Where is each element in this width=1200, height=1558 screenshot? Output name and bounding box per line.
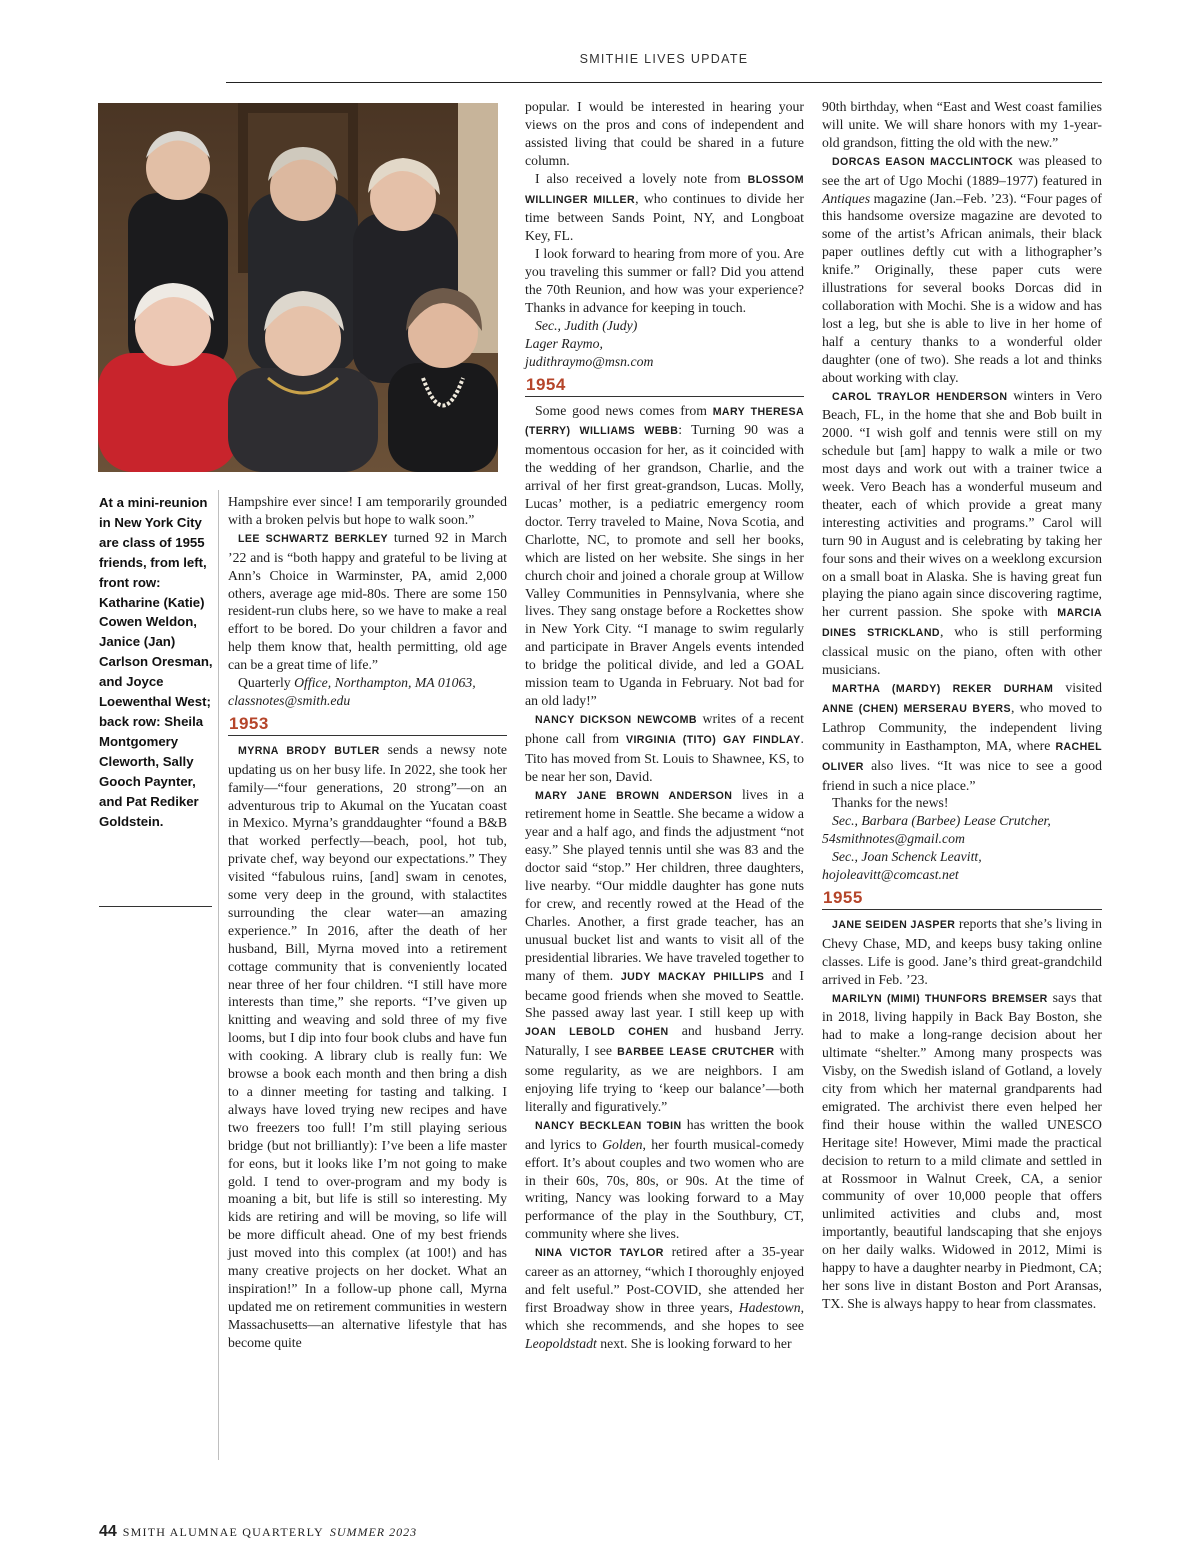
class-note: [822, 989, 1102, 1313]
paragraph: [525, 98, 804, 170]
text: visited: [1053, 680, 1102, 695]
secretary-signature: Sec., Joan Schenck Leavitt,: [832, 849, 982, 865]
text: lives in a retirement home in Seattle. She became a widow a year and a half ago, and finds the adjustment “not easy.” She played tennis until she was 83 and the doctor said “stop.” Her children, three daughters, live nearby. “Our middle daughter has gone nuts for crew, and recently rowed at the Head of the Charles. Another, a first grade teacher, has an unusual bucket list and wants to visit all of the presidential libraries. We have traveled together to many of them.: [525, 786, 804, 983]
class-note: [525, 786, 804, 1116]
secretary-email: 54smithnotes@gmail.com: [822, 831, 965, 847]
text: was pleased to see the art of Ugo Mochi (1889–1977) featured in: [822, 152, 1102, 188]
column-2: [525, 98, 804, 1353]
class-note: [822, 915, 1102, 989]
publication-name: SMITH ALUMNAE QUARTERLY: [122, 1525, 324, 1539]
text: and I became good friends when she moved to Seattle. She passed away last year. I still keep up with: [525, 967, 804, 1021]
column-1: [228, 493, 507, 1352]
text: : Turning 90 was a momentous occasion for her, as it coincided with the wedding of her grandson, Charlie, and the arrival of her first great-grandson, Lucas. Molly, Lucas’ mother, is a pediatric emergency room doctor. Terry traveled to Maine, Nova Scotia, and Charlotte, NC, to promote and sell her books, which are listed on her website. She sings in her church choir and joined a chorale group at Willow Valley Communities in Pennsylvania, where she lives. They sang onstage before a Rockettes show in New York City. “I manage to swim regularly and participate in Braver Angels events intended to bridge the political divide, and led a GOAL mission team to Uganda in February. Not bad for an old lady!”: [525, 422, 804, 708]
text: Hampshire ever since! I am temporarily grounded with a broken pelvis but hope to walk soon.”: [228, 494, 507, 527]
text: , her fourth musical-comedy effort. It’s about couples and two women who are in their 60s, 70s, 80s, or 90s. At the time of writing, Nancy was looking forward to a May performance of the play in the Southbury, CT, community where she lives.: [525, 1136, 804, 1242]
classmate-name: BARBEE LEASE CRUTCHER: [617, 1046, 775, 1059]
text: Thanks for the news!: [832, 795, 949, 811]
secretary-email: hojoleavitt@comcast.net: [822, 867, 959, 883]
text: , who is still performing classical music on the piano, often with other musicians.: [822, 624, 1102, 678]
caption-rule: [99, 906, 212, 907]
classmate-name: JUDY MACKAY PHILLIPS: [620, 970, 765, 983]
text: , which she recommends, and she hopes to see: [525, 1299, 804, 1333]
class-note: [525, 1116, 804, 1243]
class-note: [525, 710, 804, 786]
class-note: [228, 529, 507, 674]
class-note: [822, 387, 1102, 680]
title-text: Antiques: [822, 190, 871, 206]
classmate-name: MARTHA (MARDY) REKER DURHAM: [832, 683, 1054, 695]
secretary-signature: Sec., Judith (Judy): [535, 317, 638, 333]
classmate-name: JOAN LEBOLD COHEN: [525, 1026, 669, 1039]
classmate-name: CAROL TRAYLOR HENDERSON: [832, 390, 1008, 403]
classmate-name: BLOSSOM WILLINGER MILLER: [525, 173, 804, 206]
classmate-name: MARILYN (MIMI) THUNFORS BREMSER: [832, 992, 1048, 1005]
classmate-name: MARY THERESA (TERRY) WILLIAMS WEBB: [525, 405, 804, 438]
photo-caption: At a mini-reunion in New York City are class of 1955 friends, from left, front row: Katharine (Katie) Cowen Weldon, Janice (Jan) Carlson Oresman, and Joyce Loewenthal West; back row: Sheila Montgomery Cleworth, Sally Gooch Paynter, and Pat Rediker Goldstein.: [99, 495, 213, 829]
page-number: 44: [99, 1523, 117, 1540]
text: retired after a 35-year career as an attorney, “which I thoroughly enjoyed and felt useful.” Post-COVID, she attended her first Broadway show in three years,: [525, 1244, 804, 1315]
classmate-name: NANCY DICKSON NEWCOMB: [535, 713, 697, 726]
text: Some good news comes from: [535, 402, 713, 418]
class-year-heading: 1955: [822, 884, 1102, 910]
classmate-name: RACHEL OLIVER: [822, 740, 1102, 773]
text: magazine (Jan.–Feb. ’23). “Four pages of this handsome oversize magazine are devoted to some of the artist’s African animals, their black paper outlines deftly cut with a lithographer’s knife.” Originally, these paper cuts were illustrations for several books Dorcas did in collaboration with Mochi. She is a widow and has lost a leg, but she is able to live in her home of half a century thanks to a wonderful older daughter (one of two). She reads a lot and thinks about working with clay.: [822, 190, 1102, 385]
column-divider: [218, 490, 219, 1460]
text: , who continues to divide her time between Sands Point, NY, and Longboat Key, FL.: [525, 190, 804, 244]
text: sends a newsy note updating us on her busy life. In 2022, she took her family—“four generations, 20 strong”—on an adventurous trip to Akumal on the Yucatan coast in Mexico. Myrna’s granddaughter “found a B&B that worked perfectly—beach, pool, hot tub, private chef, way beyond our expectations.” They visited “fabulous ruins, [and] swam in cenotes, some very deep in the ground, with stalactites surrounding the clear water—an amazing experience.” In 2016, after the death of her husband, Bill, Myrna moved into a retirement cottage community that is conveniently located near three of her four children. “I still have more interests than time,” she reports. “I’ve given up knitting and weaving and sold three of my five looms, but I dip into four book clubs and have fun with cooking. A library club is really fun: We browse a book each month and then bring a dish to a dinner meeting for tasting and talking. I always have loved trying new recipes and have two freezers too full! I’m still playing serious bridge (but not brilliantly): I’ve been a life master for eons, but it looks like I’m not going to make gold. I tend to over-program and my body is moaning a bit, but life is still so interesting. My kids are retiring and will be moving, so life will be more difficult ahead. One of my best friends just moved into this complex (at 100!) and has many creative projects on her docket. What an inspiration!” In a follow-up phone call, Myrna updated me on retirement communities in western Massachusetts—an alternative lifestyle that has become quite: [228, 741, 508, 1350]
paragraph: [822, 98, 1102, 152]
classmate-name: MARCIA DINES STRICKLAND: [822, 607, 1102, 640]
text: winters in Vero Beach, FL, in the home that she and Bob built in 2000. “I wish golf and tennis were still on my schedule but [am] happy to walk a mile or two most days and work out with a trainer twice a week. Vero Beach has a wonderful museum and theater, each of which provide a great many interesting activities and programs.” Carol will turn 90 in August and is celebrating by taking her four sons and their wives on a weeklong excursion on a small boat in Alaska. She is having great fun playing the piano again since discovering ragtime, her current passion. She spoke with: [822, 387, 1102, 620]
text: Office, Northampton, MA 01063, classnotes@smith.edu: [228, 675, 476, 708]
secretary-signature: Sec., Barbara (Barbee) Lease Crutcher,: [832, 813, 1051, 829]
text: , who moved to Lathrop Community, the independent living community in Easthampton, MA, where: [822, 699, 1102, 753]
page-footer: [99, 1523, 417, 1541]
text: I also received a lovely note from: [535, 170, 748, 186]
class-note: [822, 679, 1102, 794]
classmate-name: MYRNA BRODY BUTLER: [238, 744, 380, 757]
running-head: SMITHIE LIVES UPDATE: [579, 52, 749, 66]
text: with some regularity, as we are neighbors. I am enjoying life trying to ‘keep our balance’—both literally and figuratively.”: [525, 1043, 804, 1114]
classmate-name: NANCY BECKLEAN TOBIN: [535, 1119, 682, 1132]
text: popular. I would be interested in hearing your views on the pros and cons of independent and assisted living that could be shared in a future column.: [525, 99, 804, 168]
secretary-signature: [228, 674, 507, 710]
classmate-name: NINA VICTOR TAYLOR: [535, 1247, 664, 1260]
text: 90th birthday, when “East and West coast families will unite. We will share honors with my 1-year-old grandson, fitting the old with the new.”: [822, 99, 1102, 150]
classmate-name: MARY JANE BROWN ANDERSON: [535, 789, 733, 802]
text: also lives. “It was nice to see a good friend in such a nice place.”: [822, 757, 1102, 793]
paragraph: [228, 493, 507, 529]
classmate-name: VIRGINIA (TITO) GAY FINDLAY: [626, 733, 801, 746]
title-text: Golden: [602, 1136, 643, 1152]
issue-name: SUMMER 2023: [329, 1525, 418, 1539]
classmate-name: ANNE (CHEN) MERSERAU BYERS: [822, 702, 1011, 715]
class-note: [228, 741, 507, 1352]
class-year-heading: 1954: [525, 371, 804, 397]
secretary-signature: Lager Raymo,: [525, 335, 603, 351]
classmate-name: JANE SEIDEN JASPER: [832, 918, 956, 931]
text: reports that she’s living in Chevy Chase, MD, and keeps busy taking online classes. Life is good. Jane’s third great-grandchild arrived in Feb. ’23.: [822, 915, 1102, 987]
reunion-photo-illustration: [98, 103, 498, 472]
text: writes of a recent phone call from: [525, 710, 804, 746]
paragraph: [822, 794, 1102, 812]
text: has written the book and lyrics to: [525, 1116, 804, 1152]
text: turned 92 in March ’22 and is “both happy and grateful to be living at Ann’s Choice in Warminster, PA, amid 2,000 others, average age mid-80s. There are some 150 resident-run clubs here, so we have to make a real effort to be bored. Do your children a favor and help them know that, health permitting, old age can be a great time of life.”: [228, 529, 507, 673]
reunion-photo: [98, 103, 498, 472]
secretary-email: judithraymo@msn.com: [525, 353, 654, 369]
text: next. She is looking forward to her: [596, 1335, 792, 1351]
class-note: [822, 152, 1102, 387]
text: . Tito has moved from St. Louis to Shawnee, KS, to be near her son, David.: [525, 730, 804, 784]
title-text: Leopoldstadt: [525, 1335, 597, 1351]
header-rule: [226, 82, 1102, 83]
text: and husband Jerry. Naturally, I see: [525, 1023, 804, 1059]
class-note: [525, 402, 804, 710]
text: Quarterly: [238, 675, 295, 691]
classmate-name: LEE SCHWARTZ BERKLEY: [238, 532, 389, 545]
class-note: [525, 170, 804, 246]
text: I look forward to hearing from more of you. Are you traveling this summer or fall? Did you attend the 70th Reunion, and how was your experience? Thanks in advance for keeping in touch.: [525, 246, 804, 315]
class-note: [525, 1243, 804, 1352]
title-text: Hadestown: [738, 1299, 801, 1315]
paragraph: [525, 245, 804, 317]
column-3: [822, 98, 1102, 1313]
text: says that in 2018, living happily in Back Bay Boston, she had to make a long-range decision about her ultimate “shelter.” Among many prospects was Visby, on the Swedish island of Gotland, a lovely city from which her maternal grandparents had emigrated. The archivist there even helped her find their house within the walled UNESCO Heritage site! However, Mimi made the practical decision to return to a mild climate and settled in at Rossmoor in Walnut Creek, CA, a senior community of over 10,000 people that offers unlimited activities and clubs and, most importantly, beautiful landscaping that she enjoys on her daily walks. Widowed in 2012, Mimi is happy to have a daughter nearby in Piedmont, CA; her sons live in distant Boston and Port Aransas, TX. She is always happy to hear from classmates.: [822, 989, 1102, 1311]
classmate-name: DORCAS EASON MACCLINTOCK: [832, 155, 1014, 168]
class-year-heading: 1953: [228, 710, 507, 736]
